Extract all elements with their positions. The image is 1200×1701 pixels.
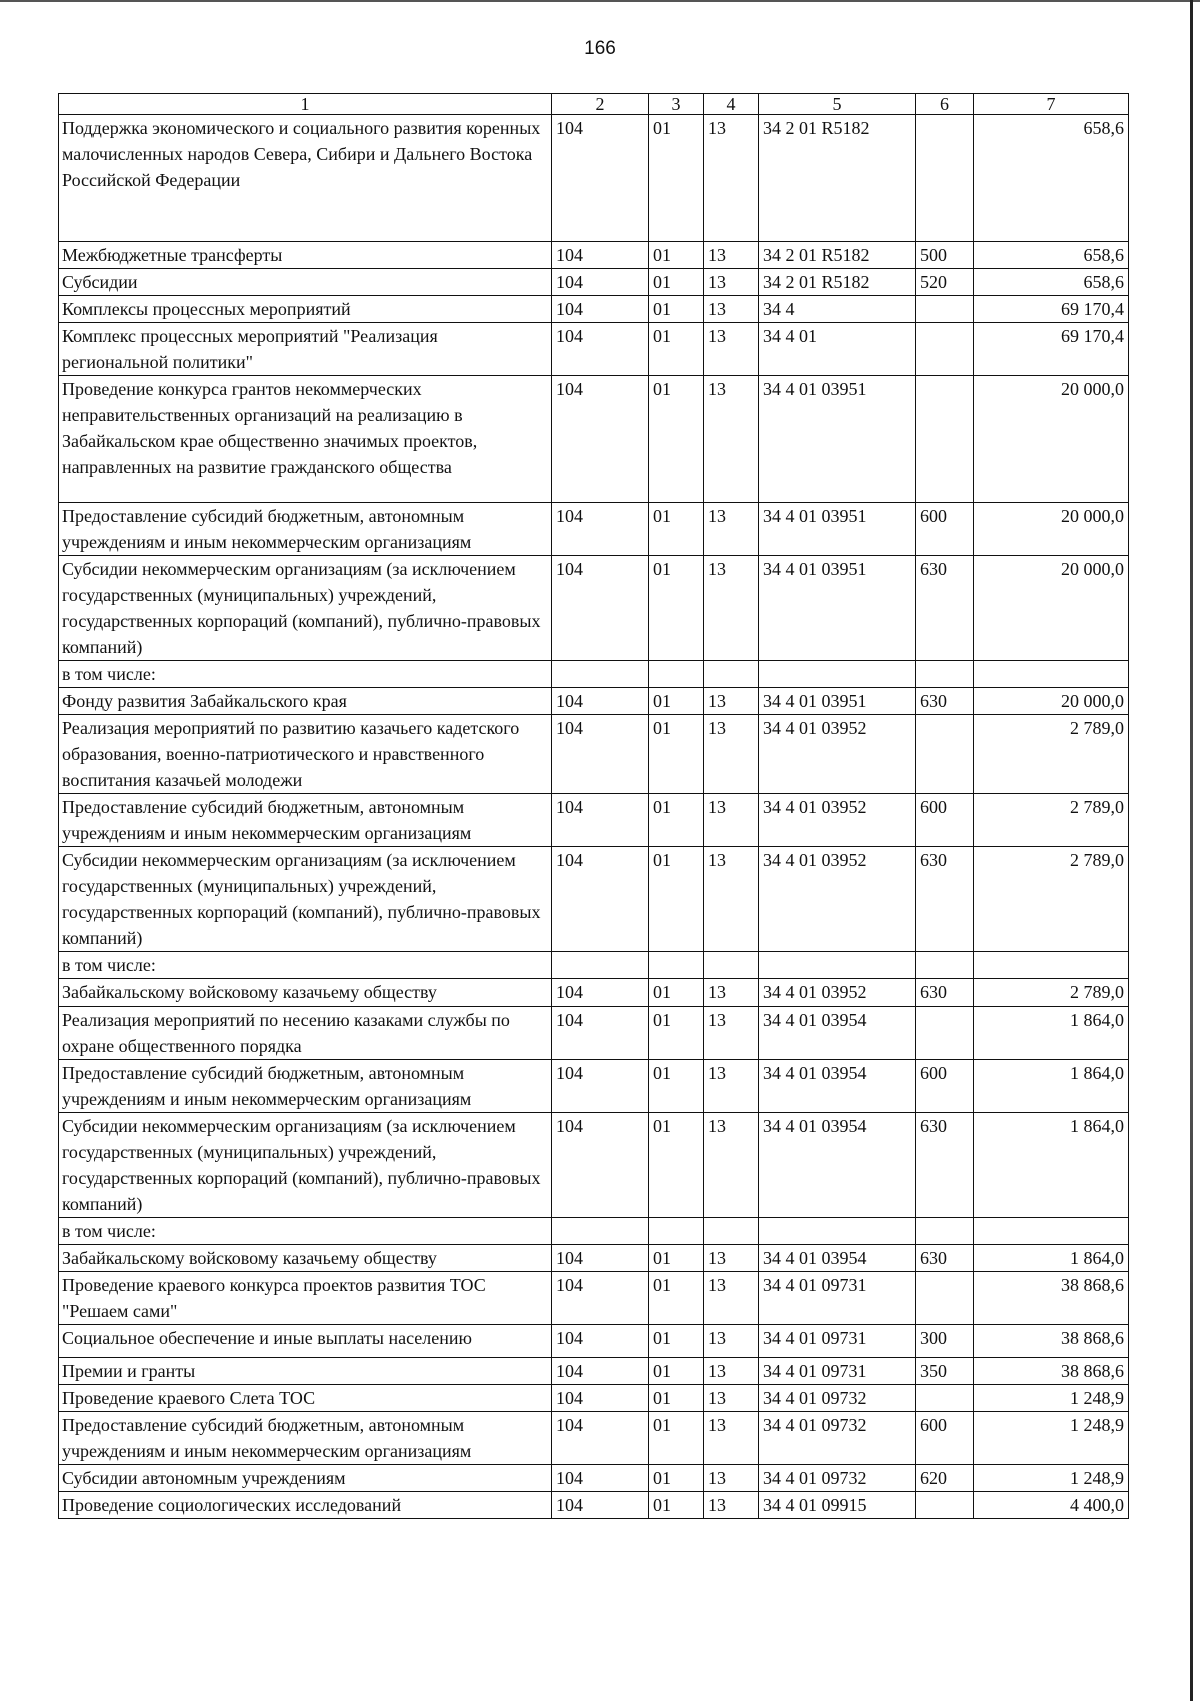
row-col4-cell: 13 bbox=[704, 1007, 759, 1060]
row-col4-cell: 13 bbox=[704, 115, 759, 242]
table-row bbox=[59, 376, 1129, 503]
row-col4-cell: 13 bbox=[704, 503, 759, 556]
row-col3-cell: 01 bbox=[649, 269, 704, 296]
table-row bbox=[59, 242, 1129, 269]
row-col5-cell: 34 4 01 09732 bbox=[759, 1465, 916, 1492]
row-col5-cell: 34 4 01 03952 bbox=[759, 847, 916, 952]
row-col4-cell: 13 bbox=[704, 323, 759, 376]
row-col6-cell: 620 bbox=[916, 1465, 974, 1492]
table-row bbox=[59, 115, 1129, 242]
table-body bbox=[59, 115, 1129, 1519]
row-amount-cell: 2 789,0 bbox=[974, 979, 1129, 1007]
row-col5-cell: 34 2 01 R5182 bbox=[759, 242, 916, 269]
table-row bbox=[59, 1492, 1129, 1519]
row-col3-cell: 01 bbox=[649, 715, 704, 794]
row-col6-cell: 630 bbox=[916, 688, 974, 715]
table-row bbox=[59, 1272, 1129, 1325]
row-name-cell: Предоставление субсидий бюджетным, автономным учреждениям и иным некоммерческим организациям bbox=[59, 1060, 552, 1113]
row-col6-cell: 630 bbox=[916, 847, 974, 952]
row-amount-cell: 658,6 bbox=[974, 269, 1129, 296]
row-col4-cell: 13 bbox=[704, 1325, 759, 1358]
row-col6-cell bbox=[916, 661, 974, 688]
row-name-cell: Проведение краевого конкурса проектов развития ТОС "Решаем сами" bbox=[59, 1272, 552, 1325]
row-col5-cell: 34 4 01 09731 bbox=[759, 1325, 916, 1358]
row-col6-cell bbox=[916, 715, 974, 794]
row-col2-cell: 104 bbox=[552, 1325, 649, 1358]
row-col4-cell: 13 bbox=[704, 794, 759, 847]
row-amount-cell: 38 868,6 bbox=[974, 1358, 1129, 1385]
row-col2-cell bbox=[552, 661, 649, 688]
row-col2-cell: 104 bbox=[552, 847, 649, 952]
row-col5-cell: 34 4 01 03951 bbox=[759, 688, 916, 715]
row-col5-cell: 34 4 01 03952 bbox=[759, 715, 916, 794]
row-col6-cell: 300 bbox=[916, 1325, 974, 1358]
row-col5-cell: 34 4 01 03952 bbox=[759, 794, 916, 847]
row-col2-cell: 104 bbox=[552, 503, 649, 556]
table-row bbox=[59, 1325, 1129, 1358]
row-name-cell: Субсидии автономным учреждениям bbox=[59, 1465, 552, 1492]
row-col3-cell: 01 bbox=[649, 503, 704, 556]
row-col3-cell: 01 bbox=[649, 847, 704, 952]
row-col4-cell: 13 bbox=[704, 1358, 759, 1385]
row-col4-cell bbox=[704, 952, 759, 979]
row-col4-cell: 13 bbox=[704, 376, 759, 503]
table-row bbox=[59, 1060, 1129, 1113]
row-amount-cell bbox=[974, 952, 1129, 979]
row-col3-cell: 01 bbox=[649, 1358, 704, 1385]
row-amount-cell: 69 170,4 bbox=[974, 323, 1129, 376]
row-amount-cell: 4 400,0 bbox=[974, 1492, 1129, 1519]
row-col3-cell: 01 bbox=[649, 1465, 704, 1492]
column-header: 6 bbox=[916, 94, 974, 115]
row-col5-cell: 34 4 01 09915 bbox=[759, 1492, 916, 1519]
row-col3-cell bbox=[649, 1218, 704, 1245]
row-col5-cell bbox=[759, 1218, 916, 1245]
row-col2-cell: 104 bbox=[552, 323, 649, 376]
row-amount-cell: 1 248,9 bbox=[974, 1385, 1129, 1412]
row-col4-cell: 13 bbox=[704, 1385, 759, 1412]
row-col2-cell bbox=[552, 952, 649, 979]
table-row bbox=[59, 296, 1129, 323]
row-amount-cell: 38 868,6 bbox=[974, 1272, 1129, 1325]
row-col3-cell: 01 bbox=[649, 1492, 704, 1519]
row-name-cell: Субсидии некоммерческим организациям (за исключением государственных (муниципальных) учреждений, государственных корпораций (компаний), публично-правовых компаний) bbox=[59, 847, 552, 952]
row-amount-cell: 1 864,0 bbox=[974, 1060, 1129, 1113]
row-amount-cell: 38 868,6 bbox=[974, 1325, 1129, 1358]
row-col6-cell: 600 bbox=[916, 503, 974, 556]
row-name-cell: Забайкальскому войсковому казачьему обществу bbox=[59, 979, 552, 1007]
row-col2-cell: 104 bbox=[552, 1465, 649, 1492]
row-col2-cell: 104 bbox=[552, 794, 649, 847]
row-name-cell: Реализация мероприятий по развитию казачьего кадетского образования, военно-патриотического и нравственного воспитания казачьей молодежи bbox=[59, 715, 552, 794]
row-col6-cell: 630 bbox=[916, 979, 974, 1007]
row-name-cell: Проведение краевого Слета ТОС bbox=[59, 1385, 552, 1412]
row-name-cell: Межбюджетные трансферты bbox=[59, 242, 552, 269]
row-amount-cell bbox=[974, 661, 1129, 688]
row-col6-cell: 630 bbox=[916, 1113, 974, 1218]
row-name-cell: Предоставление субсидий бюджетным, автономным учреждениям и иным некоммерческим организациям bbox=[59, 503, 552, 556]
row-col3-cell: 01 bbox=[649, 323, 704, 376]
column-header: 1 bbox=[59, 94, 552, 115]
row-col5-cell: 34 4 01 03954 bbox=[759, 1007, 916, 1060]
row-col2-cell: 104 bbox=[552, 1385, 649, 1412]
row-col3-cell: 01 bbox=[649, 1325, 704, 1358]
row-col6-cell bbox=[916, 296, 974, 323]
table-row bbox=[59, 556, 1129, 661]
row-name-cell: Субсидии bbox=[59, 269, 552, 296]
row-name-cell: Предоставление субсидий бюджетным, автономным учреждениям и иным некоммерческим организациям bbox=[59, 794, 552, 847]
table-row bbox=[59, 1113, 1129, 1218]
row-col3-cell: 01 bbox=[649, 1113, 704, 1218]
row-amount-cell: 2 789,0 bbox=[974, 715, 1129, 794]
row-col6-cell: 600 bbox=[916, 1412, 974, 1465]
column-header-row bbox=[59, 94, 1129, 115]
row-col5-cell bbox=[759, 661, 916, 688]
column-header: 5 bbox=[759, 94, 916, 115]
row-col2-cell: 104 bbox=[552, 115, 649, 242]
scan-right-edge bbox=[1190, 0, 1193, 1701]
row-amount-cell: 1 864,0 bbox=[974, 1245, 1129, 1272]
row-name-cell: Комплексы процессных мероприятий bbox=[59, 296, 552, 323]
row-col6-cell: 350 bbox=[916, 1358, 974, 1385]
row-col3-cell: 01 bbox=[649, 794, 704, 847]
row-col4-cell: 13 bbox=[704, 296, 759, 323]
row-name-cell: Субсидии некоммерческим организациям (за исключением государственных (муниципальных) учреждений, государственных корпораций (компаний), публично-правовых компаний) bbox=[59, 1113, 552, 1218]
row-col2-cell: 104 bbox=[552, 1272, 649, 1325]
table-row bbox=[59, 979, 1129, 1007]
table-row bbox=[59, 715, 1129, 794]
row-col6-cell bbox=[916, 1007, 974, 1060]
table-row bbox=[59, 1358, 1129, 1385]
row-col2-cell: 104 bbox=[552, 1113, 649, 1218]
row-name-cell: Премии и гранты bbox=[59, 1358, 552, 1385]
row-col4-cell: 13 bbox=[704, 1245, 759, 1272]
row-col6-cell: 520 bbox=[916, 269, 974, 296]
row-col3-cell: 01 bbox=[649, 376, 704, 503]
table-row bbox=[59, 794, 1129, 847]
budget-table bbox=[58, 93, 1129, 1519]
row-col5-cell: 34 4 01 03952 bbox=[759, 979, 916, 1007]
row-col2-cell: 104 bbox=[552, 1007, 649, 1060]
row-name-cell: Социальное обеспечение и иные выплаты населению bbox=[59, 1325, 552, 1358]
table-row bbox=[59, 1007, 1129, 1060]
row-col4-cell: 13 bbox=[704, 242, 759, 269]
row-col5-cell: 34 4 01 09732 bbox=[759, 1412, 916, 1465]
row-name-cell: Проведение конкурса грантов некоммерческих неправительственных организаций на реализацию в Забайкальском крае общественно значимых проектов, направленных на развитие гражданского общества bbox=[59, 376, 552, 503]
row-col6-cell: 600 bbox=[916, 1060, 974, 1113]
row-col4-cell: 13 bbox=[704, 269, 759, 296]
row-col3-cell bbox=[649, 952, 704, 979]
row-col3-cell: 01 bbox=[649, 979, 704, 1007]
row-col6-cell bbox=[916, 952, 974, 979]
row-col3-cell: 01 bbox=[649, 1385, 704, 1412]
row-col4-cell: 13 bbox=[704, 556, 759, 661]
row-col3-cell bbox=[649, 661, 704, 688]
row-col6-cell bbox=[916, 1492, 974, 1519]
column-header: 3 bbox=[649, 94, 704, 115]
table-row bbox=[59, 503, 1129, 556]
row-col6-cell: 600 bbox=[916, 794, 974, 847]
row-col4-cell: 13 bbox=[704, 1492, 759, 1519]
row-amount-cell: 20 000,0 bbox=[974, 556, 1129, 661]
row-col6-cell bbox=[916, 376, 974, 503]
column-header: 4 bbox=[704, 94, 759, 115]
row-name-cell: в том числе: bbox=[59, 661, 552, 688]
row-amount-cell: 20 000,0 bbox=[974, 376, 1129, 503]
row-name-cell: Поддержка экономического и социального развития коренных малочисленных народов Севера, Сибири и Дальнего Востока Российской Федерации bbox=[59, 115, 552, 242]
row-amount-cell: 2 789,0 bbox=[974, 847, 1129, 952]
row-col2-cell: 104 bbox=[552, 296, 649, 323]
row-name-cell: в том числе: bbox=[59, 952, 552, 979]
row-col6-cell bbox=[916, 1385, 974, 1412]
scan-top-edge bbox=[0, 0, 1200, 2]
row-col2-cell: 104 bbox=[552, 715, 649, 794]
row-col5-cell bbox=[759, 952, 916, 979]
row-col3-cell: 01 bbox=[649, 1007, 704, 1060]
row-col6-cell: 630 bbox=[916, 1245, 974, 1272]
row-col4-cell: 13 bbox=[704, 1060, 759, 1113]
row-col3-cell: 01 bbox=[649, 296, 704, 323]
row-col3-cell: 01 bbox=[649, 1060, 704, 1113]
row-col4-cell: 13 bbox=[704, 688, 759, 715]
table-row bbox=[59, 323, 1129, 376]
row-col2-cell: 104 bbox=[552, 1245, 649, 1272]
row-col6-cell: 630 bbox=[916, 556, 974, 661]
row-col2-cell: 104 bbox=[552, 1412, 649, 1465]
row-col2-cell: 104 bbox=[552, 1060, 649, 1113]
row-col3-cell: 01 bbox=[649, 556, 704, 661]
table-row bbox=[59, 1245, 1129, 1272]
table-row bbox=[59, 1218, 1129, 1245]
table-row bbox=[59, 1465, 1129, 1492]
table-row bbox=[59, 269, 1129, 296]
row-col4-cell bbox=[704, 661, 759, 688]
row-col2-cell: 104 bbox=[552, 242, 649, 269]
row-col2-cell: 104 bbox=[552, 1492, 649, 1519]
table-row bbox=[59, 847, 1129, 952]
row-col4-cell: 13 bbox=[704, 715, 759, 794]
row-amount-cell: 1 864,0 bbox=[974, 1113, 1129, 1218]
table-row bbox=[59, 688, 1129, 715]
row-amount-cell: 20 000,0 bbox=[974, 688, 1129, 715]
table-row bbox=[59, 1385, 1129, 1412]
table-row bbox=[59, 661, 1129, 688]
row-col3-cell: 01 bbox=[649, 1272, 704, 1325]
column-header: 7 bbox=[974, 94, 1129, 115]
row-name-cell: Предоставление субсидий бюджетным, автономным учреждениям и иным некоммерческим организациям bbox=[59, 1412, 552, 1465]
row-col4-cell: 13 bbox=[704, 1272, 759, 1325]
row-col5-cell: 34 4 01 03954 bbox=[759, 1060, 916, 1113]
row-col3-cell: 01 bbox=[649, 115, 704, 242]
row-amount-cell: 2 789,0 bbox=[974, 794, 1129, 847]
row-name-cell: в том числе: bbox=[59, 1218, 552, 1245]
row-col2-cell bbox=[552, 1218, 649, 1245]
row-col4-cell: 13 bbox=[704, 1113, 759, 1218]
row-col3-cell: 01 bbox=[649, 242, 704, 269]
row-amount-cell bbox=[974, 1218, 1129, 1245]
row-col6-cell bbox=[916, 1272, 974, 1325]
row-col2-cell: 104 bbox=[552, 688, 649, 715]
row-col5-cell: 34 4 01 09732 bbox=[759, 1385, 916, 1412]
table-row bbox=[59, 952, 1129, 979]
row-col2-cell: 104 bbox=[552, 1358, 649, 1385]
row-col2-cell: 104 bbox=[552, 269, 649, 296]
row-col4-cell: 13 bbox=[704, 1412, 759, 1465]
row-col3-cell: 01 bbox=[649, 688, 704, 715]
row-col3-cell: 01 bbox=[649, 1412, 704, 1465]
row-amount-cell: 1 248,9 bbox=[974, 1465, 1129, 1492]
row-col5-cell: 34 4 01 09731 bbox=[759, 1272, 916, 1325]
row-col5-cell: 34 4 01 03951 bbox=[759, 503, 916, 556]
row-col5-cell: 34 4 01 bbox=[759, 323, 916, 376]
column-header: 2 bbox=[552, 94, 649, 115]
row-col6-cell: 500 bbox=[916, 242, 974, 269]
row-name-cell: Забайкальскому войсковому казачьему обществу bbox=[59, 1245, 552, 1272]
row-amount-cell: 1 248,9 bbox=[974, 1412, 1129, 1465]
row-col5-cell: 34 2 01 R5182 bbox=[759, 269, 916, 296]
row-name-cell: Реализация мероприятий по несению казаками службы по охране общественного порядка bbox=[59, 1007, 552, 1060]
row-col5-cell: 34 4 01 03951 bbox=[759, 556, 916, 661]
row-name-cell: Комплекс процессных мероприятий "Реализация региональной политики" bbox=[59, 323, 552, 376]
row-col2-cell: 104 bbox=[552, 376, 649, 503]
row-name-cell: Фонду развития Забайкальского края bbox=[59, 688, 552, 715]
row-col2-cell: 104 bbox=[552, 556, 649, 661]
row-col5-cell: 34 4 01 09731 bbox=[759, 1358, 916, 1385]
page-number: 166 bbox=[584, 38, 616, 59]
row-col5-cell: 34 4 01 03954 bbox=[759, 1245, 916, 1272]
row-col4-cell bbox=[704, 1218, 759, 1245]
table-row bbox=[59, 1412, 1129, 1465]
row-col6-cell bbox=[916, 323, 974, 376]
row-name-cell: Субсидии некоммерческим организациям (за исключением государственных (муниципальных) учреждений, государственных корпораций (компаний), публично-правовых компаний) bbox=[59, 556, 552, 661]
row-amount-cell: 658,6 bbox=[974, 242, 1129, 269]
row-amount-cell: 658,6 bbox=[974, 115, 1129, 242]
row-col5-cell: 34 2 01 R5182 bbox=[759, 115, 916, 242]
row-col2-cell: 104 bbox=[552, 979, 649, 1007]
row-col5-cell: 34 4 bbox=[759, 296, 916, 323]
row-col4-cell: 13 bbox=[704, 1465, 759, 1492]
row-amount-cell: 1 864,0 bbox=[974, 1007, 1129, 1060]
row-col5-cell: 34 4 01 03951 bbox=[759, 376, 916, 503]
row-amount-cell: 20 000,0 bbox=[974, 503, 1129, 556]
row-amount-cell: 69 170,4 bbox=[974, 296, 1129, 323]
row-col6-cell bbox=[916, 1218, 974, 1245]
row-name-cell: Проведение социологических исследований bbox=[59, 1492, 552, 1519]
row-col4-cell: 13 bbox=[704, 847, 759, 952]
row-col4-cell: 13 bbox=[704, 979, 759, 1007]
row-col6-cell bbox=[916, 115, 974, 242]
row-col3-cell: 01 bbox=[649, 1245, 704, 1272]
row-col5-cell: 34 4 01 03954 bbox=[759, 1113, 916, 1218]
